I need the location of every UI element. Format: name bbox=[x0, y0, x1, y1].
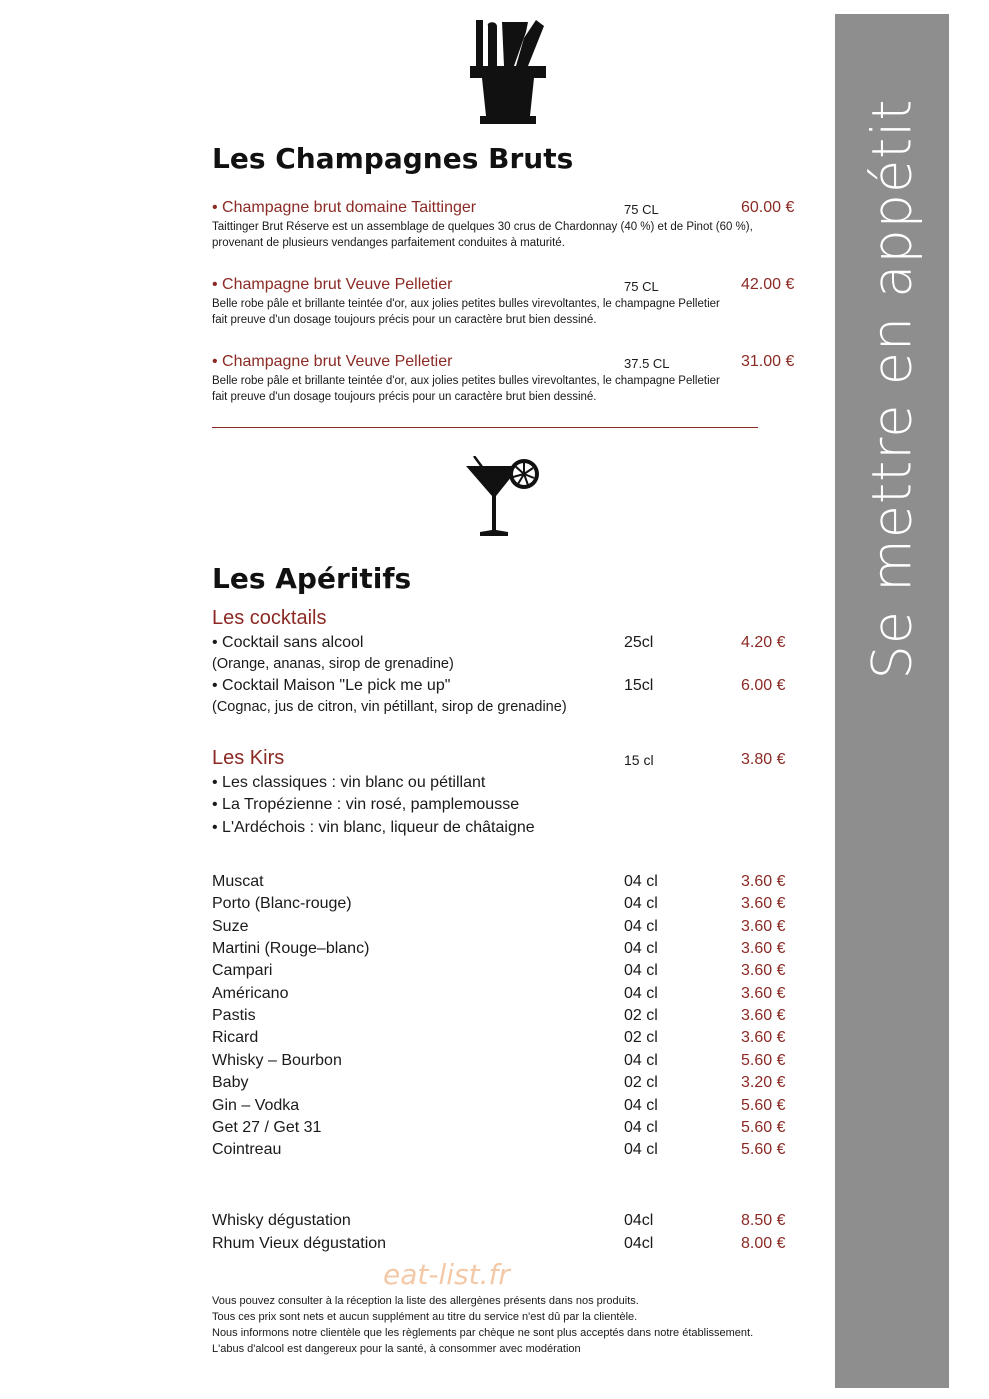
aperitif-row bbox=[0, 1029, 989, 1051]
champagne-1-desc-line-2: provenant de plusieurs vendanges parfaitement conduites à maturité. bbox=[212, 237, 565, 249]
footer-line-2: Tous ces prix sont nets et aucun supplément au titre du service n'est dû par la clientèle. bbox=[212, 1311, 638, 1323]
cocktail-1-name: • Cocktail sans alcool bbox=[212, 634, 364, 651]
kirs-heading: Les Kirs bbox=[212, 747, 285, 769]
tasting-name: Rhum Vieux dégustation bbox=[212, 1234, 387, 1252]
aperitif-row bbox=[0, 918, 989, 940]
tasting-row bbox=[0, 1235, 989, 1257]
champagne-1-price: 60.00 € bbox=[741, 199, 795, 216]
aperitif-name: Get 27 / Get 31 bbox=[212, 1118, 322, 1136]
aperitif-name: Suze bbox=[212, 917, 249, 935]
aperitif-volume: 02 cl bbox=[624, 1029, 658, 1047]
cocktail-row-1 bbox=[0, 634, 989, 656]
aperitif-name: Whisky – Bourbon bbox=[212, 1051, 342, 1069]
aperitif-name: Pastis bbox=[212, 1007, 256, 1025]
tasting-volume: 04cl bbox=[624, 1212, 654, 1229]
aperitif-price: 5.60 € bbox=[741, 1051, 786, 1069]
kirs-price: 3.80 € bbox=[741, 751, 786, 768]
cocktail-2-detail: (Cognac, jus de citron, vin pétillant, sirop de grenadine) bbox=[212, 699, 567, 715]
kir-item-2: • La Tropézienne : vin rosé, pamplemousse bbox=[212, 796, 520, 813]
cocktail-glass-icon bbox=[466, 456, 542, 538]
champagne-3-desc-line-2: fait preuve d'un dosage toujours précis pour un caractère brut bien dessiné. bbox=[212, 391, 597, 403]
aperitif-price: 3.60 € bbox=[741, 917, 786, 935]
aperitif-name: Cointreau bbox=[212, 1141, 282, 1159]
aperitif-price: 3.60 € bbox=[741, 1029, 786, 1047]
aperitif-price: 3.60 € bbox=[741, 873, 786, 890]
watermark: eat-list.fr bbox=[383, 1258, 510, 1291]
cocktails-heading: Les cocktails bbox=[212, 607, 327, 629]
cocktail-1-detail: (Orange, ananas, sirop de grenadine) bbox=[212, 656, 454, 672]
aperitif-volume: 04 cl bbox=[624, 1096, 658, 1114]
tasting-row bbox=[0, 1212, 989, 1234]
aperitif-row bbox=[0, 1141, 989, 1163]
kirs-volume: 15 cl bbox=[624, 752, 654, 768]
cocktail-2-name: • Cocktail Maison "Le pick me up" bbox=[212, 677, 451, 694]
aperitif-volume: 02 cl bbox=[624, 1007, 658, 1025]
aperitif-price: 3.20 € bbox=[741, 1074, 786, 1092]
champagnes-title: Les Champagnes Bruts bbox=[212, 142, 574, 175]
aperitif-row bbox=[0, 895, 989, 917]
aperitif-volume: 04 cl bbox=[624, 895, 658, 913]
aperitif-row bbox=[0, 1052, 989, 1074]
aperitif-row bbox=[0, 1097, 989, 1119]
champagne-2-desc-line-1: Belle robe pâle et brillante teintée d'or, aux jolies petites bulles virevoltantes, le champagne Pelletier bbox=[212, 298, 720, 310]
champagne-2-volume: 75 CL bbox=[624, 279, 659, 294]
aperitif-price: 3.60 € bbox=[741, 962, 786, 980]
cocktail-2-price: 6.00 € bbox=[741, 677, 786, 694]
aperitif-price: 5.60 € bbox=[741, 1141, 786, 1159]
aperitif-volume: 04 cl bbox=[624, 984, 658, 1002]
champagne-2-price: 42.00 € bbox=[741, 276, 795, 293]
aperitif-name: Ricard bbox=[212, 1029, 259, 1047]
aperitif-name: Américano bbox=[212, 984, 289, 1002]
aperitif-price: 3.60 € bbox=[741, 940, 786, 958]
champagne-3-name: • Champagne brut Veuve Pelletier bbox=[212, 353, 453, 370]
champagne-1-name: • Champagne brut domaine Taittinger bbox=[212, 199, 477, 216]
aperitif-name: Porto (Blanc-rouge) bbox=[212, 895, 352, 913]
aperitif-volume: 04 cl bbox=[624, 962, 658, 980]
aperitif-row bbox=[0, 940, 989, 962]
aperitif-volume: 04 cl bbox=[624, 1051, 658, 1069]
aperitifs-title: Les Apéritifs bbox=[212, 562, 412, 595]
tasting-price: 8.00 € bbox=[741, 1234, 786, 1252]
aperitif-price: 3.60 € bbox=[741, 984, 786, 1002]
champagne-2-desc-line-2: fait preuve d'un dosage toujours précis pour un caractère brut bien dessiné. bbox=[212, 314, 597, 326]
cocktail-1-volume: 25cl bbox=[624, 634, 654, 651]
aperitif-name: Muscat bbox=[212, 873, 264, 890]
aperitif-volume: 02 cl bbox=[624, 1074, 658, 1092]
aperitif-row bbox=[0, 985, 989, 1007]
champagne-1-volume: 75 CL bbox=[624, 202, 659, 217]
champagne-2-name: • Champagne brut Veuve Pelletier bbox=[212, 276, 453, 293]
aperitif-row bbox=[0, 873, 989, 895]
aperitif-volume: 04 cl bbox=[624, 1141, 658, 1159]
aperitif-row bbox=[0, 1074, 989, 1096]
aperitif-name: Gin – Vodka bbox=[212, 1096, 300, 1114]
champagne-1-desc-line-1: Taittinger Brut Réserve est un assemblage de quelques 30 crus de Chardonnay (40 %) et de Pinot (60 %), bbox=[212, 221, 753, 233]
kir-item-3: • L'Ardéchois : vin blanc, liqueur de châtaigne bbox=[212, 819, 535, 836]
champagne-3-price: 31.00 € bbox=[741, 353, 795, 370]
sidebar-title: Se mettre en appétit bbox=[860, 98, 924, 680]
tasting-volume: 04cl bbox=[624, 1234, 654, 1252]
sidebar-banner bbox=[835, 14, 949, 1388]
aperitif-name: Baby bbox=[212, 1074, 249, 1092]
aperitif-name: Campari bbox=[212, 962, 273, 980]
footer-notes bbox=[212, 1293, 822, 1357]
footer-line-4: L'abus d'alcool est dangereux pour la santé, à consommer avec modération bbox=[212, 1343, 581, 1355]
cocktail-row-2 bbox=[0, 677, 989, 699]
champagne-2-description bbox=[212, 296, 812, 328]
aperitif-volume: 04 cl bbox=[624, 917, 658, 935]
footer-line-1: Vous pouvez consulter à la réception la liste des allergènes présents dans nos produits. bbox=[212, 1295, 639, 1307]
footer-line-3: Nous informons notre clientèle que les règlements par chèque ne sont plus acceptés dans notre établissement. bbox=[212, 1327, 754, 1339]
aperitif-volume: 04 cl bbox=[624, 873, 658, 890]
aperitif-row bbox=[0, 1007, 989, 1029]
aperitif-name: Martini (Rouge–blanc) bbox=[212, 940, 370, 958]
champagne-3-desc-line-1: Belle robe pâle et brillante teintée d'or, aux jolies petites bulles virevoltantes, le champagne Pelletier bbox=[212, 375, 720, 387]
aperitif-price: 5.60 € bbox=[741, 1118, 786, 1136]
kir-item-1: • Les classiques : vin blanc ou pétillant bbox=[212, 774, 486, 791]
aperitif-price: 3.60 € bbox=[741, 1007, 786, 1025]
aperitif-row bbox=[0, 1119, 989, 1141]
aperitif-volume: 04 cl bbox=[624, 940, 658, 958]
aperitif-volume: 04 cl bbox=[624, 1118, 658, 1136]
cocktail-2-volume: 15cl bbox=[624, 677, 654, 694]
champagne-3-volume: 37.5 CL bbox=[624, 356, 670, 371]
tasting-price: 8.50 € bbox=[741, 1212, 786, 1229]
cocktail-1-price: 4.20 € bbox=[741, 634, 786, 651]
champagne-bucket-icon bbox=[466, 18, 550, 134]
champagne-1-description bbox=[212, 219, 812, 251]
section-divider bbox=[212, 427, 758, 428]
champagne-3-description bbox=[212, 373, 812, 405]
aperitif-price: 3.60 € bbox=[741, 895, 786, 913]
aperitif-price: 5.60 € bbox=[741, 1096, 786, 1114]
aperitif-row bbox=[0, 962, 989, 984]
tasting-name: Whisky dégustation bbox=[212, 1212, 351, 1229]
